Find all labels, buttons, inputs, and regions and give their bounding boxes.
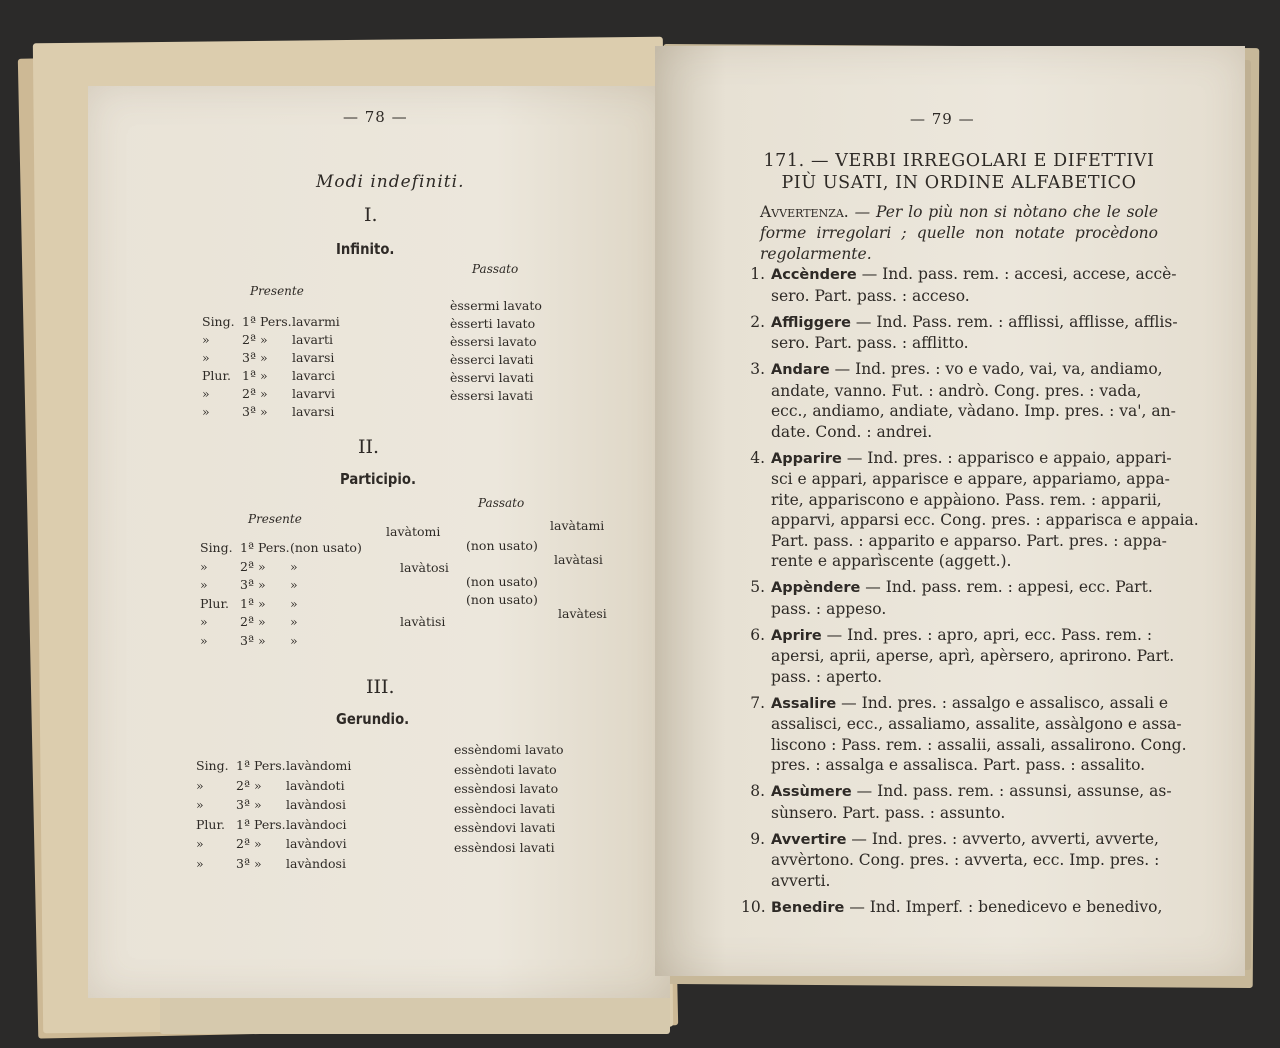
verb-form: lavàndovi <box>286 836 347 851</box>
number-label: Plur. <box>196 816 226 832</box>
entry-line <box>771 897 1163 919</box>
participio-cell: (non usato) <box>466 538 538 553</box>
verb-entry <box>741 897 1163 919</box>
entry-line <box>771 577 1155 599</box>
person-label: » <box>258 614 266 629</box>
col-passato: Passato <box>472 262 519 276</box>
number-label: Sing. <box>196 758 229 773</box>
roman-numeral: II. <box>358 436 380 458</box>
entry-number: 2. <box>750 312 765 331</box>
person-label: » <box>260 368 268 383</box>
section-title: Modi indefiniti. <box>316 172 465 192</box>
entry-text: — Ind. pres. : avverto, avverti, avverte, <box>851 829 1159 848</box>
person-label: » <box>260 350 268 365</box>
number-label: Plur. <box>200 595 230 611</box>
entry-line <box>771 803 1155 824</box>
entry-text: assalisci, ecc., assaliamo, assalite, assàlgono e assa- <box>771 715 1182 733</box>
number-label: » <box>200 632 208 648</box>
ordinal-label: 3ª <box>236 855 250 871</box>
ordinal-label: 3ª <box>236 797 250 812</box>
entry-body <box>771 448 1199 572</box>
entry-body <box>771 264 1177 306</box>
entry-line <box>771 625 1155 647</box>
entry-text: — Ind. Pass. rem. : afflissi, afflisse, afflis- <box>855 312 1178 331</box>
heading-infinito: Infinito. <box>336 240 395 258</box>
number-label: » <box>202 332 210 347</box>
entry-text: rite, appariscono e appàiono. Pass. rem. : apparii, <box>771 490 1162 509</box>
passato-form: essèndoti lavato <box>454 761 557 777</box>
ordinal-label: 1ª <box>240 540 254 555</box>
entry-number: 10. <box>741 897 766 916</box>
entry-text: sero. Part. pass. : acceso. <box>771 286 970 305</box>
number-label: » <box>200 577 208 592</box>
passato-form: essèndovi lavati <box>454 820 556 835</box>
person-label: » <box>254 777 262 793</box>
page-number: — 79 — <box>910 110 975 128</box>
verb-form: lavarmi <box>292 314 340 329</box>
roman-numeral: III. <box>366 676 395 698</box>
number-label: » <box>202 350 210 365</box>
verb-entry <box>745 359 1176 442</box>
passato-form: èssermi lavato <box>450 298 542 313</box>
verb-form: lavàndoti <box>286 777 345 793</box>
ordinal-label: 2ª <box>240 558 254 574</box>
person-label: » <box>260 386 268 401</box>
entry-line <box>771 599 1155 620</box>
entry-body <box>771 781 1172 823</box>
entry-line <box>771 755 1155 776</box>
entry-number: 5. <box>750 578 765 596</box>
entry-text: — Ind. pass. rem. : accesi, accese, accè- <box>861 265 1177 283</box>
entry-verb: Appèndere <box>771 580 861 596</box>
entry-line <box>771 510 1199 531</box>
entry-line <box>771 286 1155 307</box>
person-label: » <box>258 577 266 592</box>
number-label: » <box>196 836 204 851</box>
entry-number: 8. <box>750 782 765 800</box>
entry-text: sùnsero. Part. pass. : assunto. <box>771 803 1006 822</box>
passato-form: essèndoci lavati <box>454 800 556 816</box>
entry-line <box>771 381 1155 402</box>
entry-text: — Ind. pres. : assalgo e assalisco, assali e <box>841 693 1169 712</box>
number-label: » <box>196 855 204 871</box>
entry-line <box>771 531 1167 552</box>
verb-entry <box>745 577 1155 619</box>
entry-body <box>771 829 1160 892</box>
passato-form: èsservi lavati <box>450 370 534 385</box>
heading-gerundio: Gerundio. <box>336 710 410 728</box>
participio-cell: lavàtisi <box>400 614 446 629</box>
entry-number: 4. <box>750 448 765 467</box>
entry-body <box>771 897 1163 919</box>
verb-form: lavarsi <box>292 350 335 365</box>
entry-text: — Ind. Imperf. : benedicevo e benedivo, <box>849 897 1163 916</box>
entry-verb: Avvertire <box>771 831 847 848</box>
participio-cell: lavàtesi <box>558 606 607 621</box>
entry-line <box>771 312 1178 334</box>
entry-text: pres. : assalga e assalisca. Part. pass. : assalito. <box>771 756 1146 774</box>
ordinal-label: 1ª <box>236 758 250 773</box>
entry-line <box>771 735 1187 756</box>
entry-text: sero. Part. pass. : afflitto. <box>771 334 969 352</box>
verb-form: » <box>290 614 298 629</box>
verb-form: » <box>290 577 298 592</box>
col-passato: Passato <box>478 496 525 510</box>
number-label: » <box>200 558 208 574</box>
entry-verb: Andare <box>771 362 830 378</box>
entry-text: ecc., andiamo, andiate, vàdano. Imp. pres. : va', an- <box>771 402 1176 420</box>
avvertenza-text: — Per lo più non si nòtano che le sole forme irregolari ; quelle non notate procèdono regolarmente. <box>760 203 1159 263</box>
entry-line <box>771 714 1182 735</box>
entry-body <box>771 693 1187 776</box>
entry-text: avverti. <box>771 871 831 890</box>
entry-line <box>771 333 1155 354</box>
person-label: » <box>254 836 262 851</box>
entry-line <box>771 490 1162 511</box>
person-label: Pers. <box>254 816 286 832</box>
participio-cell: (non usato) <box>466 592 538 607</box>
entry-line <box>771 448 1172 470</box>
passato-form: èsserci lavati <box>450 352 534 367</box>
ordinal-label: 2ª <box>242 386 256 401</box>
roman-numeral: I. <box>364 204 378 226</box>
heading-participio: Participio. <box>340 470 416 488</box>
ordinal-label: 3ª <box>242 350 256 365</box>
verb-entry <box>745 625 1175 688</box>
participio-cell: (non usato) <box>466 574 538 589</box>
entry-number: 3. <box>750 360 765 378</box>
col-presente: Presente <box>248 512 302 526</box>
verb-form: lavarvi <box>292 386 335 401</box>
verb-form: lavarti <box>292 332 333 347</box>
entry-text: apparvi, apparsi ecc. Cong. pres. : apparisca e appaia. <box>771 511 1199 529</box>
ordinal-label: 1ª <box>242 314 256 329</box>
verb-form: lavàndosi <box>286 797 346 812</box>
entry-verb: Assùmere <box>771 784 852 800</box>
verb-entry <box>745 693 1187 776</box>
person-label: Pers. <box>254 758 286 773</box>
entry-line <box>771 264 1177 286</box>
entry-text: — Ind. pres. : apro, apri, ecc. Pass. rem. : <box>826 625 1153 644</box>
number-label: Sing. <box>200 540 233 555</box>
entry-text: avvèrtono. Cong. pres. : avverta, ecc. Imp. pres. : <box>771 851 1160 869</box>
entry-number: 1. <box>750 265 765 283</box>
entry-number: 6. <box>750 625 765 644</box>
person-label: » <box>258 632 266 648</box>
person-label: » <box>258 595 266 611</box>
number-label: » <box>202 404 210 419</box>
section-heading-171 <box>759 150 1159 194</box>
ordinal-label: 2ª <box>242 332 256 347</box>
entry-text: liscono : Pass. rem. : assalii, assali, assalirono. Cong. <box>771 735 1187 754</box>
number-label: » <box>202 386 210 401</box>
entry-text: pass. : appeso. <box>771 599 887 618</box>
left-page <box>88 86 670 998</box>
ordinal-label: 3ª <box>240 632 254 648</box>
passato-form: essèndomi lavato <box>454 742 564 757</box>
entry-line <box>771 551 1155 572</box>
entry-text: andate, vanno. Fut. : andrò. Cong. pres. : vada, <box>771 381 1142 400</box>
verb-form: lavàndosi <box>286 855 346 871</box>
participio-cell: lavàtasi <box>554 552 603 567</box>
entry-line <box>771 469 1170 490</box>
heading-line: 171. — VERBI IRREGOLARI E DIFETTIVI <box>763 151 1155 171</box>
entry-line <box>771 646 1175 667</box>
ordinal-label: 1ª <box>242 368 256 383</box>
entry-body <box>771 359 1176 442</box>
avvertenza-label: Avvertenza. <box>760 203 849 221</box>
entry-line <box>771 422 1155 443</box>
passato-form: èssersi lavato <box>450 334 537 349</box>
entry-body <box>771 312 1178 354</box>
verb-form: lavarsi <box>292 404 335 419</box>
ordinal-label: 1ª <box>236 816 250 832</box>
ordinal-label: 2ª <box>236 777 250 793</box>
entry-number: 9. <box>750 829 765 848</box>
entry-verb: Aprire <box>771 627 822 644</box>
col-presente: Presente <box>250 284 304 298</box>
entry-number: 7. <box>750 693 765 712</box>
entry-verb: Apparire <box>771 450 842 467</box>
ordinal-label: 2ª <box>236 836 250 851</box>
verb-form: lavàndomi <box>286 758 352 773</box>
entry-verb: Accèndere <box>771 267 857 283</box>
entry-line <box>771 359 1163 381</box>
passato-form: èsserti lavato <box>450 316 536 331</box>
ordinal-label: 3ª <box>240 577 254 592</box>
verb-form: lavàndoci <box>286 816 347 832</box>
person-label: » <box>258 558 266 574</box>
verb-form: » <box>290 558 298 574</box>
passato-form: essèndosi lavati <box>454 839 555 855</box>
number-label: Plur. <box>202 368 232 383</box>
ordinal-label: 1ª <box>240 595 254 611</box>
entry-verb: Benedire <box>771 899 845 916</box>
entry-text: — Ind. pass. rem. : assunsi, assunse, as- <box>856 782 1172 800</box>
entry-text: Part. pass. : apparito e apparso. Part. pres. : appa- <box>771 531 1167 550</box>
participio-cell: lavàtosi <box>400 560 449 575</box>
verb-entry <box>745 264 1177 306</box>
entry-body <box>771 625 1175 688</box>
person-label: Pers. <box>260 314 292 329</box>
entry-line <box>771 871 1155 892</box>
passato-form: essèndosi lavato <box>454 781 559 796</box>
number-label: » <box>196 777 204 793</box>
entry-line <box>771 850 1160 871</box>
verb-entry <box>745 781 1172 823</box>
entry-line <box>771 401 1176 422</box>
person-label: » <box>260 404 268 419</box>
entry-line <box>771 667 1155 688</box>
entry-text: apersi, aprii, aperse, aprì, apèrsero, aprirono. Part. <box>771 647 1175 665</box>
entry-text: — Ind. pres. : vo e vado, vai, va, andiamo, <box>834 360 1163 378</box>
verb-entry <box>745 312 1178 354</box>
entry-line <box>771 693 1169 715</box>
person-label: » <box>260 332 268 347</box>
number-label: » <box>196 797 204 812</box>
entry-verb: Affliggere <box>771 314 851 331</box>
ordinal-label: 2ª <box>240 614 254 629</box>
verb-form: lavarci <box>292 368 335 383</box>
number-label: Sing. <box>202 314 235 329</box>
entry-body <box>771 577 1155 619</box>
participio-cell: lavàtami <box>550 518 605 533</box>
entry-text: sci e appari, apparisce e appare, appariamo, appa- <box>771 470 1170 488</box>
number-label: » <box>200 614 208 629</box>
entry-text: — Ind. pass. rem. : appesi, ecc. Part. <box>865 578 1153 596</box>
verb-entry <box>745 448 1199 572</box>
verb-form: » <box>290 595 298 611</box>
verb-entry <box>745 829 1160 892</box>
verb-form: (non usato) <box>290 540 362 555</box>
participio-cell: lavàtomi <box>386 524 441 539</box>
page-number: — 78 — <box>343 108 408 126</box>
person-label: Pers. <box>258 540 290 555</box>
entry-text: pass. : aperto. <box>771 667 883 686</box>
person-label: » <box>254 797 262 812</box>
avvertenza-paragraph <box>760 202 1158 265</box>
entry-line <box>771 781 1172 803</box>
entry-text: — Ind. pres. : apparisco e appaio, appari- <box>846 448 1172 467</box>
entry-line <box>771 829 1159 851</box>
right-page <box>655 46 1245 976</box>
entry-text: rente e apparìscente (aggett.). <box>771 552 1012 570</box>
entry-text: date. Cond. : andrei. <box>771 422 933 441</box>
person-label: » <box>254 855 262 871</box>
heading-line: PIÙ USATI, IN ORDINE ALFABETICO <box>781 173 1137 193</box>
entry-verb: Assalire <box>771 695 837 712</box>
verb-form: » <box>290 632 298 648</box>
ordinal-label: 3ª <box>242 404 256 419</box>
passato-form: èssersi lavati <box>450 388 533 403</box>
